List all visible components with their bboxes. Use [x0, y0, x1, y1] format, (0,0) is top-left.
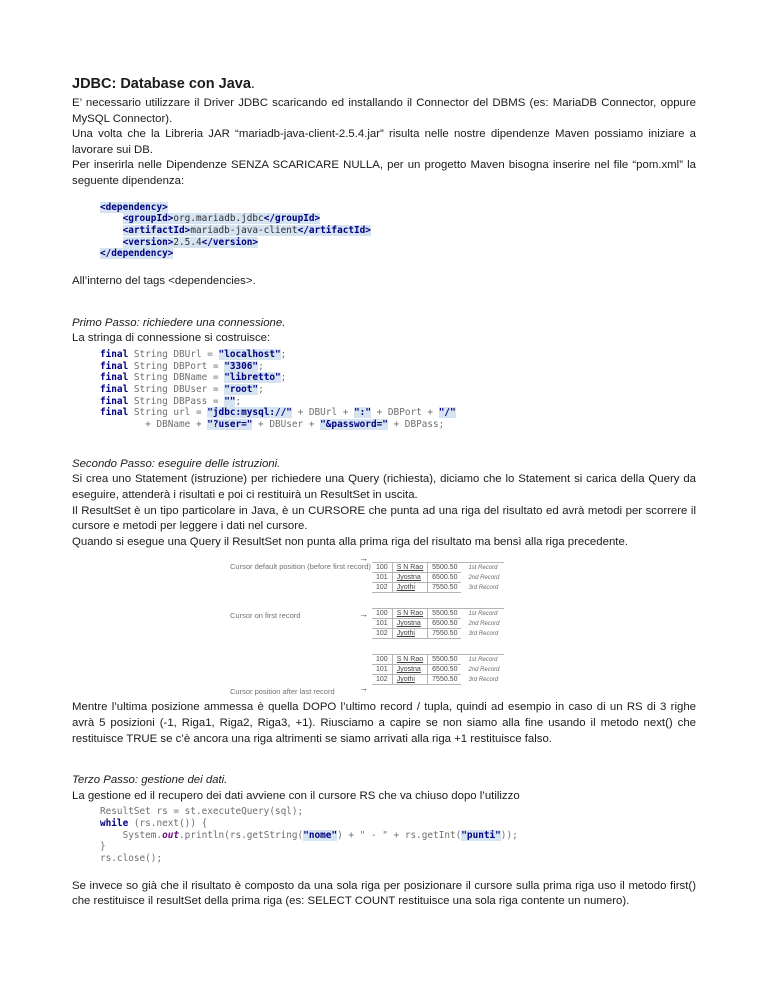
- paragraph-connection-string: La stringa di connessione si costruisce:: [72, 332, 271, 345]
- cursor-after-last-label: Cursor position after last record: [230, 687, 335, 697]
- code-segment: System.: [100, 829, 163, 841]
- result-table: [372, 654, 504, 685]
- code-segment: final: [100, 360, 129, 372]
- title-text: JDBC: Database con Java: [72, 76, 251, 92]
- cursor-after-last-group: [230, 654, 580, 697]
- code-segment: final: [100, 407, 129, 419]
- code-segment: "localhost": [218, 348, 281, 360]
- code-segment: + DBPass;: [387, 419, 445, 431]
- row-id: 100: [372, 609, 392, 619]
- row-value: 5500.50: [428, 655, 462, 665]
- code-segment: final: [100, 383, 129, 395]
- section-heading-secondo-passo: Secondo Passo: eseguire delle istruzioni.: [72, 457, 281, 470]
- row-ordinal-note: 1st Record: [468, 657, 498, 664]
- row-id: 102: [372, 629, 392, 639]
- row-ordinal-note: 1st Record: [468, 565, 498, 572]
- code-segment: ;: [280, 372, 287, 384]
- paragraph-dependencies-tag: All’interno del tags <dependencies>.: [72, 275, 256, 288]
- code-segment: </artifactId>: [297, 224, 371, 236]
- row-value: 6500.50: [428, 573, 462, 583]
- row-name: Jyostna: [392, 619, 427, 629]
- code-segment: final: [100, 372, 129, 384]
- code-segment: <groupId>: [122, 213, 174, 225]
- code-segment: [100, 237, 123, 248]
- code-segment: </dependency>: [100, 248, 174, 260]
- code-segment: final: [100, 395, 129, 407]
- paragraph-resultset-cursore: Il ResultSet è un tipo particolare in Java, è un CURSORE che punta ad una riga del risultato ed avrà metodi per scorrere il cursore e metodi per leggere i dati nel cursore.: [72, 504, 696, 533]
- resultset-cursor-figure: [230, 553, 580, 697]
- row-value: 6500.50: [428, 619, 462, 629]
- code-segment: String DBPort =: [128, 360, 225, 372]
- code-segment: "libretto": [224, 372, 281, 384]
- code-segment: + DBPort +: [370, 407, 439, 419]
- code-segment: <dependency>: [100, 201, 168, 213]
- row-ordinal-note: 2nd Record: [468, 666, 500, 673]
- row-name: S N Rao: [392, 609, 427, 619]
- row-value: 5500.50: [428, 563, 462, 573]
- code-segment: ":": [354, 407, 371, 419]
- row-value: 7550.50: [428, 583, 462, 593]
- code-line: [100, 841, 696, 853]
- cursor-before-first-group: [230, 553, 580, 593]
- code-segment: while: [100, 818, 129, 830]
- code-line: [100, 853, 696, 865]
- row-name: Jyothi: [392, 675, 427, 685]
- code-segment: "3306": [224, 360, 259, 372]
- code-segment: [100, 213, 123, 224]
- row-ordinal-note: 3rd Record: [468, 676, 499, 683]
- section-heading-primo-passo: Primo Passo: richiedere una connessione.: [72, 316, 286, 329]
- result-row: [372, 609, 504, 619]
- row-id: 102: [372, 583, 392, 593]
- row-value: 7550.50: [428, 629, 462, 639]
- code-segment: </version>: [201, 236, 259, 248]
- code-segment: org.mariadb.jdbc: [173, 213, 264, 225]
- row-name: Jyostna: [392, 665, 427, 675]
- code-line: [100, 372, 696, 384]
- code-segment: out: [162, 829, 180, 841]
- code-segment: 2.5.4: [173, 236, 202, 248]
- row-ordinal-note: 1st Record: [468, 611, 498, 618]
- page-title: [72, 76, 696, 92]
- result-table-wrap: [359, 553, 504, 593]
- code-segment: "jdbc:mysql://": [207, 407, 292, 419]
- code-segment: ;: [235, 395, 242, 407]
- code-segment: ));: [500, 829, 518, 841]
- code-segment: + DBName +: [100, 419, 208, 431]
- result-row: [372, 619, 504, 629]
- paragraph-gestione-dati: La gestione ed il recupero dei dati avviene con il cursore RS che va chiuso dopo l’utilizzo: [72, 789, 520, 802]
- result-table-wrap: [359, 608, 504, 639]
- row-id: 102: [372, 675, 392, 685]
- row-ordinal-note: 2nd Record: [468, 574, 500, 581]
- code-line: [100, 213, 696, 225]
- code-segment: mariadb-java-client: [190, 224, 298, 236]
- row-name: S N Rao: [392, 655, 427, 665]
- code-line: [100, 806, 696, 818]
- paragraph-posizioni-next: Mentre l’ultima posizione ammessa è quella DOPO l’ultimo record / tupla, quindi ad esempio in caso di un RS di 3 righe avrà 5 posizioni (-1, Riga1, Riga2, Riga3, +1). Riusciamo a capire se non siamo alla fine usando il metodo next() che restituisce TRUE se c’è ancora una riga altrimenti se siamo arrivati alla riga +1 restituisce falso.: [72, 701, 696, 745]
- code-segment: }: [100, 841, 106, 853]
- code-line: [100, 361, 696, 373]
- code-line: [100, 248, 696, 260]
- code-segment: ResultSet rs = st.executeQuery(sql);: [100, 806, 304, 818]
- code-line: [100, 407, 696, 419]
- result-table: [372, 608, 504, 639]
- paragraph-metodo-first: Se invece so già che il risultato è composto da una sola riga per posizionare il cursore sulla prima riga uso il metodo first() che restituisce il resultSet della prima riga (es: SELECT COUNT restituisce una sola riga contente un numero).: [72, 879, 696, 908]
- row-ordinal-note: 3rd Record: [468, 630, 499, 637]
- code-line: [100, 384, 696, 396]
- code-line: [100, 419, 696, 431]
- code-block-connection-string: [72, 349, 696, 431]
- row-value: 5500.50: [428, 609, 462, 619]
- code-line: [100, 237, 696, 249]
- code-segment: String DBPass =: [128, 395, 225, 407]
- paragraph-statement-query: Si crea uno Statement (istruzione) per richiedere una Query (richiesta), diciamo che lo Statement si carica della Query da eseguire, attenderà i risultati e poi ci restituirà un ResultSet in uscita.: [72, 473, 696, 501]
- code-line: [100, 396, 696, 408]
- code-segment: "root": [224, 383, 259, 395]
- cursor-on-first-group: [230, 608, 580, 639]
- row-value: 7550.50: [428, 675, 462, 685]
- code-segment: "?user=": [207, 419, 253, 431]
- result-table: [372, 562, 504, 593]
- result-row: [372, 583, 504, 593]
- result-table-wrap: [359, 654, 504, 694]
- code-block-pom-dependency: [72, 202, 696, 261]
- code-segment: "/": [438, 407, 456, 419]
- code-segment: + DBUrl +: [291, 407, 355, 419]
- cursor-arrow-icon: →: [359, 553, 368, 564]
- cursor-arrow-icon: →: [359, 609, 368, 620]
- code-segment: rs.close();: [100, 853, 163, 865]
- result-row: [372, 675, 504, 685]
- result-row: [372, 629, 504, 639]
- row-ordinal-note: 2nd Record: [468, 620, 500, 627]
- row-id: 101: [372, 619, 392, 629]
- row-id: 100: [372, 563, 392, 573]
- paragraph-pom-instruction: Per inserirla nelle Dipendenze SENZA SCARICARE NULLA, per un progetto Maven bisogna inserire nel file “pom.xml” la seguente dipendenza:: [72, 159, 696, 187]
- row-value: 6500.50: [428, 665, 462, 675]
- section-heading-terzo-passo: Terzo Passo: gestione dei dati.: [72, 774, 228, 787]
- code-segment: [100, 225, 123, 236]
- result-row: [372, 573, 504, 583]
- code-segment: "": [224, 395, 236, 407]
- code-line: [100, 225, 696, 237]
- row-name: S N Rao: [392, 563, 427, 573]
- code-segment: ;: [258, 360, 264, 372]
- code-segment: + DBUser +: [252, 419, 321, 431]
- paragraph-driver-intro: E’ necessario utilizzare il Driver JDBC scaricando ed installando il Connector del DBMS (es: MariaDB Connector, oppure MySQL Connector).: [72, 97, 696, 125]
- result-row: [372, 563, 504, 573]
- code-segment: String url =: [128, 407, 208, 419]
- row-id: 101: [372, 665, 392, 675]
- cursor-before-first-label: Cursor default position (before first record): [230, 562, 371, 572]
- code-line: [100, 830, 696, 842]
- code-segment: ) +: [337, 829, 360, 841]
- row-name: Jyostna: [392, 573, 427, 583]
- code-segment: "&password=": [320, 419, 388, 431]
- row-name: Jyothi: [392, 583, 427, 593]
- code-segment: String DBUser =: [128, 383, 225, 395]
- code-segment: String DBUrl =: [128, 348, 219, 360]
- row-id: 101: [372, 573, 392, 583]
- code-segment: "punti": [461, 829, 501, 841]
- code-line: [100, 202, 696, 214]
- code-line: [100, 349, 696, 361]
- code-segment: String DBName =: [128, 372, 225, 384]
- code-segment: (rs.next()) {: [128, 818, 208, 830]
- row-ordinal-note: 3rd Record: [468, 584, 499, 591]
- code-segment: final: [100, 348, 129, 360]
- code-segment: </groupId>: [263, 213, 321, 225]
- cursor-arrow-icon: →: [359, 683, 368, 694]
- code-segment: + rs.getInt(: [387, 829, 462, 841]
- cursor-on-first-label: Cursor on first record: [230, 611, 301, 621]
- code-segment: "nome": [303, 829, 338, 841]
- code-line: [100, 818, 696, 830]
- code-block-resultset-loop: [72, 806, 696, 865]
- code-segment: " - ": [359, 829, 388, 841]
- result-row: [372, 665, 504, 675]
- paragraph-jar-maven: Una volta che la Libreria JAR “mariadb-java-client-2.5.4.jar” risulta nelle nostre dipendenze Maven possiamo iniziare a lavorare sui DB.: [72, 128, 696, 156]
- paragraph-query-riga-precedente: Quando si esegue una Query il ResultSet non punta alla prima riga del risultato ma bensì alla riga precedente.: [72, 535, 628, 548]
- code-segment: <artifactId>: [122, 224, 191, 236]
- code-segment: ;: [258, 383, 264, 395]
- row-id: 100: [372, 655, 392, 665]
- title-period: .: [250, 76, 255, 92]
- code-segment: .println(rs.getString(: [179, 829, 304, 841]
- row-name: Jyothi: [392, 629, 427, 639]
- code-segment: ;: [280, 348, 287, 360]
- result-row: [372, 655, 504, 665]
- code-segment: <version>: [122, 236, 174, 248]
